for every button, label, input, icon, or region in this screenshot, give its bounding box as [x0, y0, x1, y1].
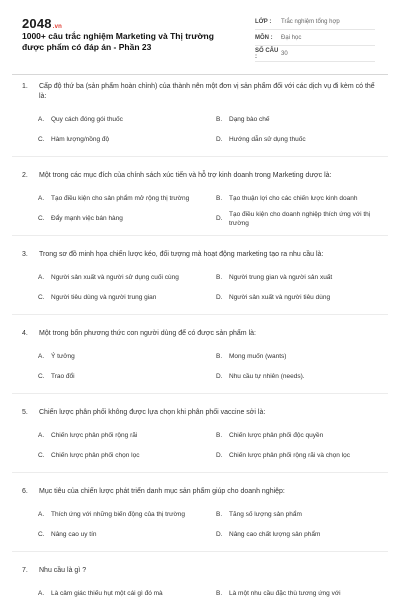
question-body: Trong sơ đồ minh họa chiến lược kéo, đối tượng mà hoạt động marketing tạo ra nhu cầu là:	[39, 251, 324, 258]
meta-value: Đại học	[281, 34, 302, 41]
question-number: 3.	[22, 251, 28, 258]
meta-key: SỐ CÂU :	[255, 47, 279, 60]
question-body: Một trong các mục đích của chính sách xúc tiến và hỗ trợ kinh doanh trong Marketing dược là:	[39, 172, 332, 179]
answer-option[interactable]	[38, 426, 208, 446]
option-text: Nâng cao uy tín	[51, 531, 97, 539]
question-number: 1.	[22, 83, 28, 90]
option-letter: A.	[38, 195, 45, 203]
option-letter: A.	[38, 116, 45, 124]
answer-option[interactable]	[216, 446, 386, 466]
question-item	[0, 487, 400, 566]
answer-option[interactable]	[216, 209, 386, 229]
option-text: Ý tưởng	[51, 353, 75, 361]
option-text: Tạo điều kiện cho doanh nghiệp thích ứng với thị trường	[229, 210, 371, 227]
question-item	[0, 408, 400, 487]
answer-options	[0, 102, 400, 150]
option-text: Là cảm giác thiếu hụt một cái gì đó mà	[51, 590, 163, 598]
question-list	[0, 82, 400, 610]
meta-row	[255, 46, 375, 62]
question-number: 6.	[22, 488, 28, 495]
answer-option[interactable]	[38, 367, 208, 387]
question-item	[0, 250, 400, 329]
logo-main: 2048	[22, 16, 52, 31]
question-separator	[12, 551, 388, 552]
option-text: Chiến lược phân phối rộng rãi	[51, 432, 138, 440]
option-letter: D.	[216, 452, 223, 460]
answer-option[interactable]	[38, 189, 208, 209]
meta-row	[255, 14, 375, 30]
question-item	[0, 171, 400, 250]
option-letter: D.	[216, 531, 223, 539]
question-body: Chiến lược phân phối không được lựa chọn khi phân phối vaccine sởi là:	[39, 409, 266, 416]
option-text: Quy cách đóng gói thuốc	[51, 116, 123, 124]
answer-option[interactable]	[38, 130, 208, 150]
answer-option[interactable]	[216, 110, 386, 130]
option-text: Hướng dẫn sử dụng thuốc	[229, 136, 306, 144]
question-body: Mục tiêu của chiến lược phát triển danh mục sản phẩm giúp cho doanh nghiệp:	[39, 488, 285, 495]
option-text: Hàm lượng/nồng độ	[51, 136, 110, 144]
answer-option[interactable]	[216, 525, 386, 545]
question-separator	[12, 393, 388, 394]
question-separator	[12, 472, 388, 473]
logo-tld: .vn	[52, 24, 63, 30]
option-letter: B.	[216, 590, 223, 598]
option-text: Chiến lược phân phối rộng rãi và chọn lọc	[229, 452, 350, 460]
question-number: 5.	[22, 409, 28, 416]
option-letter: A.	[38, 432, 45, 440]
option-letter: A.	[38, 590, 45, 598]
option-letter: B.	[216, 432, 223, 440]
answer-option[interactable]	[38, 525, 208, 545]
option-letter: B.	[216, 274, 223, 282]
option-text: Người tiêu dùng và người trung gian	[51, 294, 157, 302]
answer-option[interactable]	[216, 426, 386, 446]
option-text: Người sản xuất và người sử dụng cuối cùng	[51, 274, 179, 282]
question-text	[0, 250, 400, 260]
option-text: Là một nhu cầu đặc thù tương ứng với	[229, 590, 341, 598]
page-title: 1000+ câu trắc nghiệm Marketing và Thị trường được phẩm có đáp án - Phần 23	[22, 31, 214, 52]
option-text: Nâng cao chất lượng sản phẩm	[229, 531, 321, 539]
answer-option[interactable]	[216, 584, 386, 604]
answer-option[interactable]	[38, 288, 208, 308]
option-text: Dạng bào chế	[229, 116, 270, 124]
option-text: Người sản xuất và người tiêu dùng	[229, 294, 331, 302]
answer-option[interactable]	[216, 130, 386, 150]
option-text: Trao đổi	[51, 373, 75, 381]
option-text: Thích ứng với những biến động của thị trường	[51, 511, 185, 519]
question-text	[0, 408, 400, 418]
option-text: Tăng số lượng sản phẩm	[229, 511, 302, 519]
option-text: Chiến lược phân phối độc quyền	[229, 432, 324, 440]
option-letter: B.	[216, 195, 223, 203]
question-text	[0, 82, 400, 102]
answer-option[interactable]	[216, 505, 386, 525]
option-letter: D.	[216, 294, 223, 302]
meta-value: 30	[281, 50, 288, 57]
question-text	[0, 171, 400, 181]
meta-key: LỚP :	[255, 18, 272, 25]
option-letter: D.	[216, 215, 223, 223]
question-number: 4.	[22, 330, 28, 337]
meta-value: Trắc nghiệm tổng hợp	[281, 18, 340, 25]
option-text: Chiến lược phân phối chọn lọc	[51, 452, 140, 460]
option-letter: B.	[216, 116, 223, 124]
question-text	[0, 329, 400, 339]
meta-key: MÔN :	[255, 34, 273, 41]
question-number: 7.	[22, 567, 28, 574]
answer-option[interactable]	[38, 209, 208, 229]
option-text: Mong muốn (wants)	[229, 353, 287, 361]
option-letter: A.	[38, 511, 45, 519]
meta-table	[255, 14, 375, 62]
option-letter: C.	[38, 294, 45, 302]
option-letter: C.	[38, 452, 45, 460]
option-letter: D.	[216, 373, 223, 381]
question-separator	[12, 156, 388, 157]
answer-option[interactable]	[216, 347, 386, 367]
question-body: Cấp độ thứ ba (sản phẩm hoàn chỉnh) của thành nên một đơn vị sản phẩm đối với các dịch vụ đi kèm có thể là:	[39, 83, 375, 100]
answer-option[interactable]	[38, 268, 208, 288]
question-body: Nhu cầu là gì ?	[39, 567, 87, 574]
option-letter: C.	[38, 531, 45, 539]
answer-option[interactable]	[38, 347, 208, 367]
question-item	[0, 82, 400, 171]
site-logo[interactable]	[22, 16, 62, 31]
answer-option[interactable]	[38, 446, 208, 466]
answer-option[interactable]	[216, 268, 386, 288]
answer-options	[0, 260, 400, 308]
answer-option[interactable]	[38, 584, 208, 604]
option-text: Người trung gian và người sản xuất	[229, 274, 333, 282]
answer-options	[0, 181, 400, 229]
question-text	[0, 566, 400, 576]
meta-row	[255, 30, 375, 46]
header-divider	[12, 74, 388, 75]
option-letter: C.	[38, 373, 45, 381]
question-body: Một trong bốn phương thức con người dùng để có được sản phẩm là:	[39, 330, 256, 337]
answer-option[interactable]	[216, 367, 386, 387]
answer-option[interactable]	[38, 505, 208, 525]
answer-option[interactable]	[216, 189, 386, 209]
option-letter: C.	[38, 215, 45, 223]
question-text	[0, 487, 400, 497]
option-text: Tạo thuận lợi cho các chiến lược kinh doanh	[229, 195, 358, 203]
option-letter: A.	[38, 353, 45, 361]
question-item	[0, 566, 400, 610]
header	[0, 0, 400, 72]
option-letter: A.	[38, 274, 45, 282]
answer-options	[0, 418, 400, 466]
option-text: Nhu cầu tự nhiên (needs).	[229, 373, 305, 381]
option-letter: B.	[216, 511, 223, 519]
option-letter: B.	[216, 353, 223, 361]
answer-option[interactable]	[38, 110, 208, 130]
answer-options	[0, 339, 400, 387]
question-number: 2.	[22, 172, 28, 179]
question-item	[0, 329, 400, 408]
question-separator	[12, 314, 388, 315]
option-text: Tạo điều kiện cho sản phẩm mở rộng thị trường	[51, 195, 190, 203]
option-letter: D.	[216, 136, 223, 144]
option-letter: C.	[38, 136, 45, 144]
question-separator	[12, 235, 388, 236]
answer-option[interactable]	[216, 288, 386, 308]
answer-options	[0, 497, 400, 545]
option-text: Đẩy mạnh việc bán hàng	[51, 215, 123, 223]
